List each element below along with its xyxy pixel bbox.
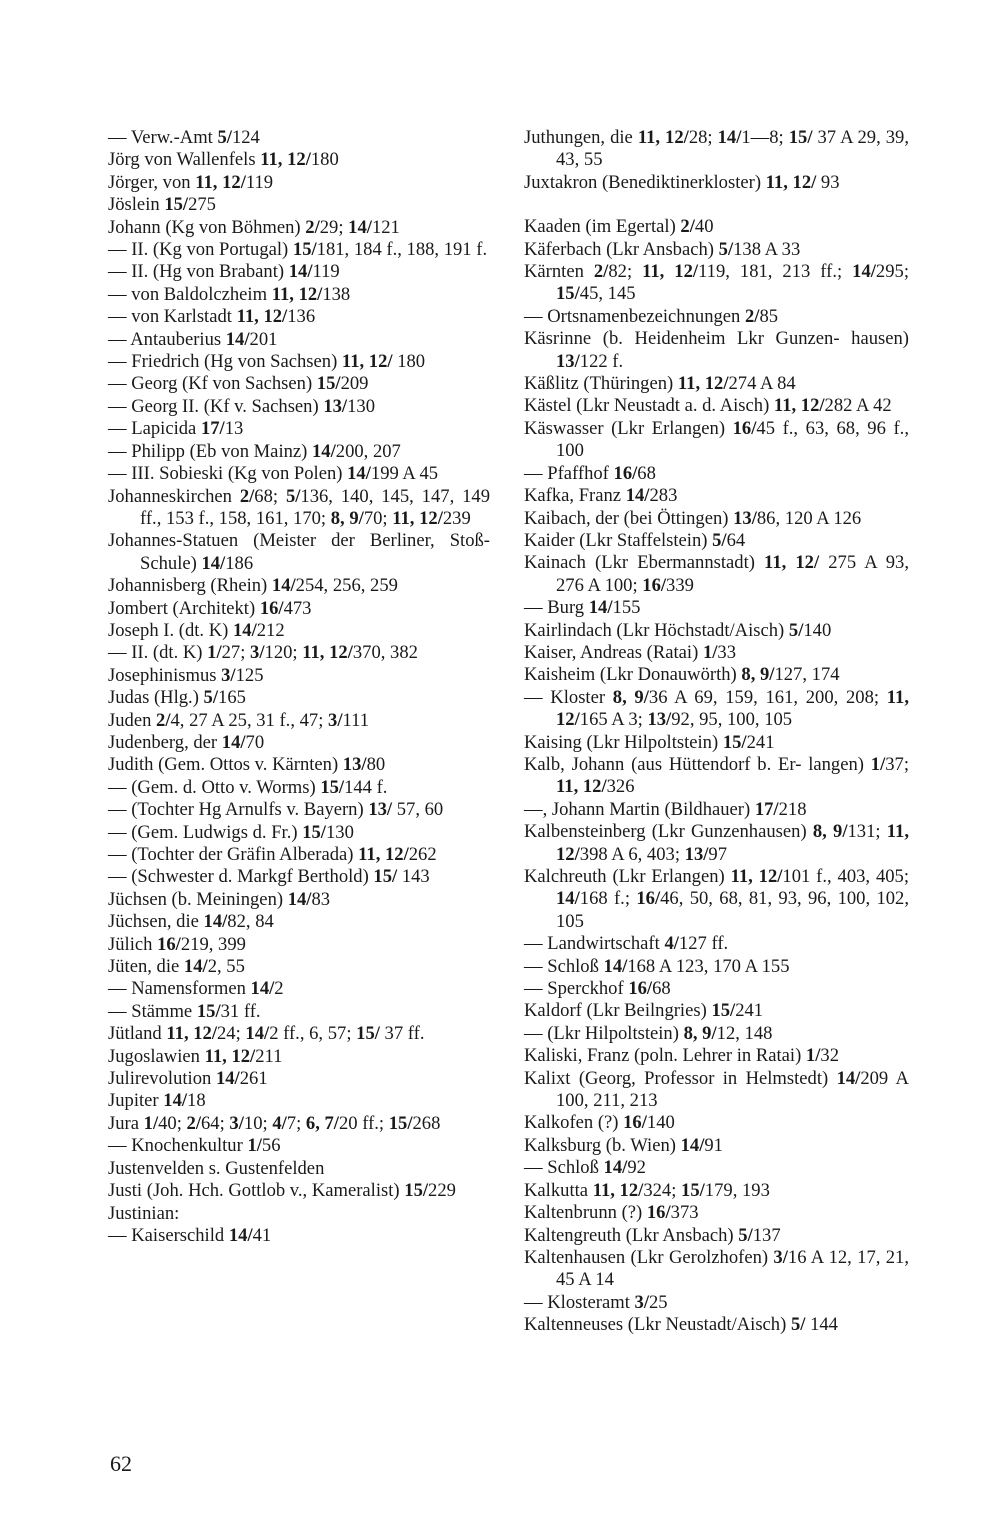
index-entry: — (Schwester d. Markgf Berthold) 15/ 143 <box>108 866 430 888</box>
index-entry: Jöslein 15/275 <box>108 194 216 216</box>
index-entry: Juden 2/4, 27 A 25, 31 f., 47; 3/111 <box>108 709 370 731</box>
index-entry: Kalkutta 11, 12/324; 15/179, 193 <box>524 1179 770 1201</box>
index-entry: Kaisheim (Lkr Donauwörth) 8, 9/127, 174 <box>524 664 840 686</box>
index-entry: Kaltenneuses (Lkr Neustadt/Aisch) 5/ 144 <box>524 1314 838 1336</box>
index-entry: Johannes-Statuen (Meister der Berliner, Stoß-Schule) 14/186 <box>108 530 490 574</box>
index-column-left <box>108 127 490 1247</box>
index-entry: Kalksburg (b. Wien) 14/91 <box>524 1134 723 1156</box>
index-entry: — Klosteramt 3/25 <box>524 1291 668 1313</box>
index-entry: — Knochenkultur 1/56 <box>108 1135 281 1157</box>
page-number: 62 <box>110 1451 132 1476</box>
index-entry: Kainach (Lkr Ebermannstadt) 11, 12/ 275 A 93, 276 A 100; 16/339 <box>524 552 909 596</box>
index-entry: Jüchsen, die 14/82, 84 <box>108 911 274 933</box>
index-entry: Judith (Gem. Ottos v. Kärnten) 13/80 <box>108 754 386 776</box>
index-entry: — Antauberius 14/201 <box>108 328 278 350</box>
index-entry: Jörger, von 11, 12/119 <box>108 171 274 193</box>
index-entry: Kärnten 2/82; 11, 12/119, 181, 213 ff.; 14/295; 15/45, 145 <box>524 261 909 305</box>
index-gap <box>524 194 909 216</box>
index-entry: — Pfaffhof 16/68 <box>524 462 656 484</box>
index-entry: Justinian: <box>108 1202 180 1224</box>
index-entry: — Burg 14/155 <box>524 597 641 619</box>
index-column-right <box>524 127 909 1337</box>
index-entry: — (Tochter Hg Arnulfs v. Bayern) 13/ 57, 60 <box>108 799 444 821</box>
index-entry: Kairlindach (Lkr Höchstadt/Aisch) 5/140 <box>524 619 832 641</box>
index-entry: — Schloß 14/168 A 123, 170 A 155 <box>524 955 790 977</box>
index-entry: — III. Sobieski (Kg von Polen) 14/199 A 45 <box>108 463 439 485</box>
index-entry: — II. (Kg von Portugal) 15/181, 184 f., 188, 191 f. <box>108 239 488 261</box>
index-entry: — Georg II. (Kf v. Sachsen) 13/130 <box>108 395 375 417</box>
index-entry: — Friedrich (Hg von Sachsen) 11, 12/ 180 <box>108 351 426 373</box>
index-entry: — Sperckhof 16/68 <box>524 978 671 1000</box>
index-entry: — Schloß 14/92 <box>524 1157 646 1179</box>
index-entry: — (Lkr Hilpoltstein) 8, 9/12, 148 <box>524 1022 773 1044</box>
index-entry: Kaltenbrunn (?) 16/373 <box>524 1202 699 1224</box>
index-entry: — (Gem. d. Otto v. Worms) 15/144 f. <box>108 776 388 798</box>
index-entry: Kaliski, Franz (poln. Lehrer in Ratai) 1/32 <box>524 1045 839 1067</box>
index-entry: Kaiser, Andreas (Ratai) 1/33 <box>524 641 736 663</box>
index-entry: Jombert (Architekt) 16/473 <box>108 597 312 619</box>
index-entry: Kalkofen (?) 16/140 <box>524 1112 675 1134</box>
index-entry: — Kloster 8, 9/36 A 69, 159, 161, 200, 208; 11, 12/165 A 3; 13/92, 95, 100, 105 <box>524 686 909 731</box>
index-entry: Jörg von Wallenfels 11, 12/180 <box>108 149 339 171</box>
index-entry: Kalb, Johann (aus Hüttendorf b. Er- langen) 1/37; 11, 12/326 <box>524 753 909 798</box>
index-entry: Kaaden (im Egertal) 2/40 <box>524 216 714 238</box>
index-entry: — Ortsnamenbezeichnungen 2/85 <box>524 305 779 327</box>
index-entry: Johann (Kg von Böhmen) 2/29; 14/121 <box>108 216 400 238</box>
index-entry: —, Johann Martin (Bildhauer) 17/218 <box>524 798 807 820</box>
index-entry: — (Tochter der Gräfin Alberada) 11, 12/262 <box>108 844 437 865</box>
index-entry: — Kaiserschild 14/41 <box>108 1224 272 1246</box>
index-entry: Kalixt (Georg, Professor in Helmstedt) 14/209 A 100, 211, 213 <box>524 1067 909 1112</box>
index-entry: Käsrinne (b. Heidenheim Lkr Gunzen- hausen) 13/122 f. <box>524 328 909 372</box>
index-entry: — Georg (Kf von Sachsen) 15/209 <box>108 373 369 395</box>
index-entry: Juthungen, die 11, 12/28; 14/1—8; 15/ 37 A 29, 39, 43, 55 <box>524 127 909 171</box>
index-entry: Juxtakron (Benediktinerkloster) 11, 12/ 93 <box>524 171 840 193</box>
index-entry: Käßlitz (Thüringen) 11, 12/274 A 84 <box>524 373 796 395</box>
index-entry: Kaibach, der (bei Öttingen) 13/86, 120 A 126 <box>524 507 862 529</box>
index-entry: Josephinismus 3/125 <box>108 664 264 686</box>
index-entry: — Philipp (Eb von Mainz) 14/200, 207 <box>108 440 401 462</box>
index-entry: — Namensformen 14/2 <box>108 978 284 1000</box>
index-entry: Jütland 11, 12/24; 14/2 ff., 6, 57; 15/ 37 ff. <box>108 1023 425 1045</box>
index-entry: Jura 1/40; 2/64; 3/10; 4/7; 6, 7/20 ff.; 15/268 <box>108 1112 441 1134</box>
index-entry: Justi (Joh. Hch. Gottlob v., Kameralist) 15/229 <box>108 1180 456 1202</box>
index-entry: Jugoslawien 11, 12/211 <box>108 1045 283 1067</box>
index-entry: Jupiter 14/18 <box>108 1090 206 1112</box>
index-entry: — Stämme 15/31 ff. <box>108 1000 261 1022</box>
index-entry: Jüchsen (b. Meiningen) 14/83 <box>108 888 331 910</box>
index-entry: Johanneskirchen 2/68; 5/136, 140, 145, 147, 149 ff., 153 f., 158, 161, 170; 8, 9/70; 11, 12/239 <box>108 485 490 529</box>
index-entry: Julirevolution 14/261 <box>108 1068 268 1090</box>
index-entry: Kaltengreuth (Lkr Ansbach) 5/137 <box>524 1224 781 1246</box>
index-entry: Kafka, Franz 14/283 <box>524 485 678 507</box>
index-entry: Judenberg, der 14/70 <box>108 731 265 753</box>
index-entry: Jülich 16/219, 399 <box>108 933 246 955</box>
index-entry: — Lapicida 17/13 <box>108 418 244 440</box>
index-entry: Kaldorf (Lkr Beilngries) 15/241 <box>524 1000 764 1022</box>
index-entry: — (Gem. Ludwigs d. Fr.) 15/130 <box>108 821 354 843</box>
index-entry: — von Baldolczheim 11, 12/138 <box>108 283 351 305</box>
index-entry: Johannisberg (Rhein) 14/254, 256, 259 <box>108 575 398 597</box>
index-entry: Joseph I. (dt. K) 14/212 <box>108 619 285 641</box>
index-entry: Kaising (Lkr Hilpoltstein) 15/241 <box>524 731 775 753</box>
index-entry: Judas (Hlg.) 5/165 <box>108 687 246 709</box>
index-entry: Käswasser (Lkr Erlangen) 16/45 f., 63, 68, 96 f., 100 <box>524 417 909 462</box>
index-entry: Kalchreuth (Lkr Erlangen) 11, 12/101 f., 403, 405; 14/168 f.; 16/46, 50, 68, 81, 93, 96, 100, 102, 105 <box>524 866 910 932</box>
index-entry: — von Karlstadt 11, 12/136 <box>108 306 316 328</box>
index-entry: Jüten, die 14/2, 55 <box>108 956 245 978</box>
index-entry: Justenvelden s. Gustenfelden <box>108 1157 325 1179</box>
index-entry: Kalbensteinberg (Lkr Gunzenhausen) 8, 9/131; 11, 12/398 A 6, 403; 13/97 <box>524 821 909 865</box>
index-entry: — II. (Hg von Brabant) 14/119 <box>108 261 340 283</box>
index-entry: Kaider (Lkr Staffelstein) 5/64 <box>524 529 746 551</box>
index-entry: — II. (dt. K) 1/27; 3/120; 11, 12/370, 382 <box>108 642 418 664</box>
index-entry: — Verw.-Amt 5/124 <box>108 127 260 148</box>
index-entry: — Landwirtschaft 4/127 ff. <box>524 933 729 955</box>
index-entry: Kaltenhausen (Lkr Gerolzhofen) 3/16 A 12, 17, 21, 45 A 14 <box>524 1246 910 1291</box>
index-entry: Käferbach (Lkr Ansbach) 5/138 A 33 <box>524 238 801 260</box>
index-entry: Kästel (Lkr Neustadt a. d. Aisch) 11, 12/282 A 42 <box>524 395 892 417</box>
